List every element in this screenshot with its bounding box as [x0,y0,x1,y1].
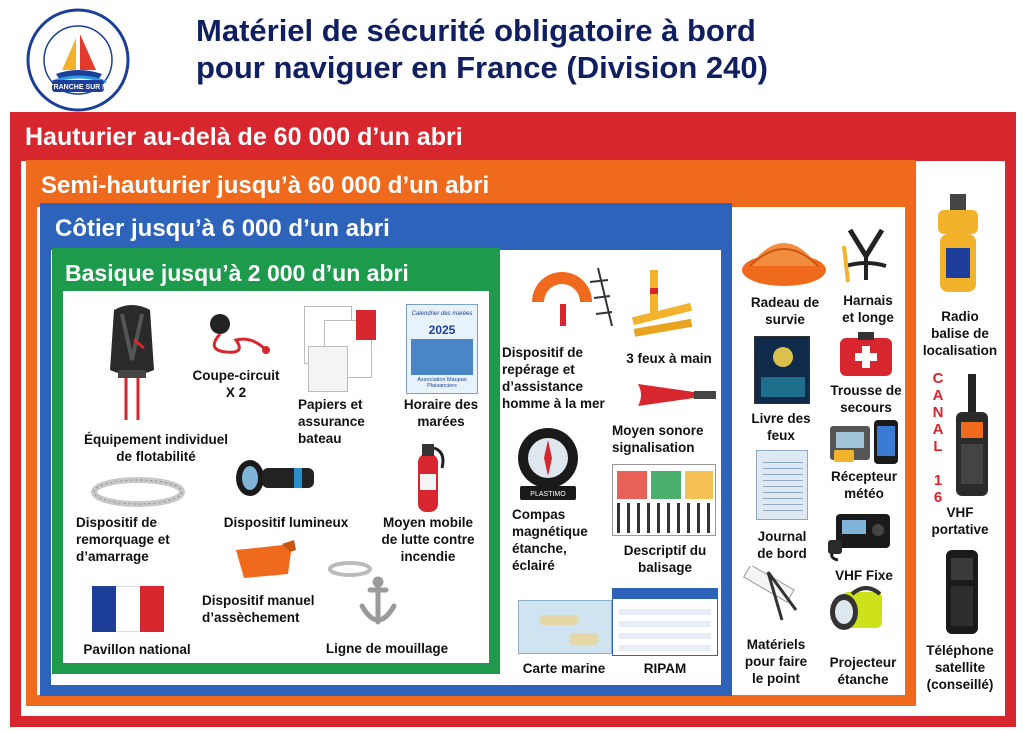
label-gilet: Équipement individuel de flotabilité [83,432,228,464]
handheld-vhf-icon [950,372,994,498]
label-lumineux: Dispositif lumineux [223,515,349,530]
label-compas: Compas magnétique étanche, éclairé [512,507,588,573]
calendar-year: 2025 [428,323,456,337]
flashlight-icon [232,456,322,500]
page-title-line2: pour naviguer en France (Division 240) [196,50,768,85]
calendar-title: Calendrier des marées [411,311,473,317]
logo-text-mid: LA TRANCHE SUR MER [38,84,118,91]
canal-16-label: C A N A L 1 6 [932,370,944,506]
first-aid-kit-icon [838,330,894,378]
anchor-icon [352,576,404,632]
label-papiers: Papiers et assurance bateau [298,397,365,446]
log-book-icon [756,450,808,520]
label-harnais: Harnais et longe [842,293,894,325]
rope-icon [90,474,186,510]
label-balisage: Descriptif du balisage [623,543,707,575]
label-carte: Carte marine [522,661,606,676]
zone-basique-title: Basique jusqu’à 2 000 d’un abri [65,260,409,286]
weather-receiver-icon [828,418,902,466]
label-livre: Livre des feux [751,411,811,443]
boat-papers-icon [304,306,376,394]
label-recepteur: Récepteur météo [830,469,898,501]
nautical-chart-icon [518,600,612,654]
label-pavillon: Pavillon national [83,642,191,657]
bailer-icon [232,540,298,582]
label-incendie: Moyen mobile de lutte contre incendie [381,515,475,564]
label-sonore: Moyen sonore signalisation [612,423,704,455]
horn-icon [634,378,720,412]
fire-extinguisher-icon [408,438,448,514]
association-logo [26,8,130,112]
compass-brand: PLASTIMO [530,491,566,498]
searchlight-icon [826,586,892,648]
label-coupe-circuit: Coupe-circuit X 2 [192,368,280,400]
page-title-line1: Matériel de sécurité obligatoire à bord [196,13,756,48]
navigation-instruments-icon [738,566,808,626]
life-raft-icon [740,226,828,290]
life-jacket-icon [104,300,160,430]
label-ripam: RIPAM [643,661,687,676]
hand-flares-icon [628,266,694,338]
calendar-org: Association Maupas Plaisanciers [417,377,467,389]
label-projecteur: Projecteur étanche [829,655,897,687]
zone-hauturier-title: Hauturier au-delà de 60 000 d’un abri [25,123,463,151]
label-vhf-fixe: VHF Fixe [835,568,893,583]
label-horaire-marees: Horaire des marées [403,397,479,429]
french-flag-icon [92,586,164,632]
satellite-phone-icon [942,548,982,636]
label-radio-balise: Radio balise de localisation [922,309,998,358]
zone-semi-title: Semi-hauturier jusqu’à 60 000 d’un abri [41,172,490,199]
buoyage-chart-icon [612,464,716,536]
label-journal: Journal de bord [757,529,807,561]
label-radeau: Radeau de survie [750,295,820,327]
ripam-chart-icon [612,588,718,656]
book-of-lights-icon [754,336,810,404]
compass-icon [510,424,586,504]
label-reperage: Dispositif de repérage et d’assistance homme à la mer [502,345,605,411]
zone-cotier-title: Côtier jusqu’à 6 000 d’un abri [55,215,390,242]
label-point: Matériels pour faire le point [744,637,808,686]
label-telephone: Téléphone satellite (conseillé) [926,643,994,692]
kill-cord-icon [196,310,276,362]
radio-beacon-icon [930,192,986,302]
harness-icon [838,226,894,288]
label-feux: 3 feux à main [626,351,712,366]
label-trousse: Trousse de secours [830,383,902,415]
label-remorquage: Dispositif de remorquage et d’amarrage [76,515,170,564]
label-assechement: Dispositif manuel d’assèchement [202,593,315,625]
tide-calendar-icon [406,304,478,394]
label-vhf-portative: VHF portative [931,505,989,537]
page-title [196,12,956,86]
label-mouillage: Ligne de mouillage [325,641,449,656]
fixed-vhf-icon [826,510,894,562]
horseshoe-buoy-icon [524,262,616,338]
